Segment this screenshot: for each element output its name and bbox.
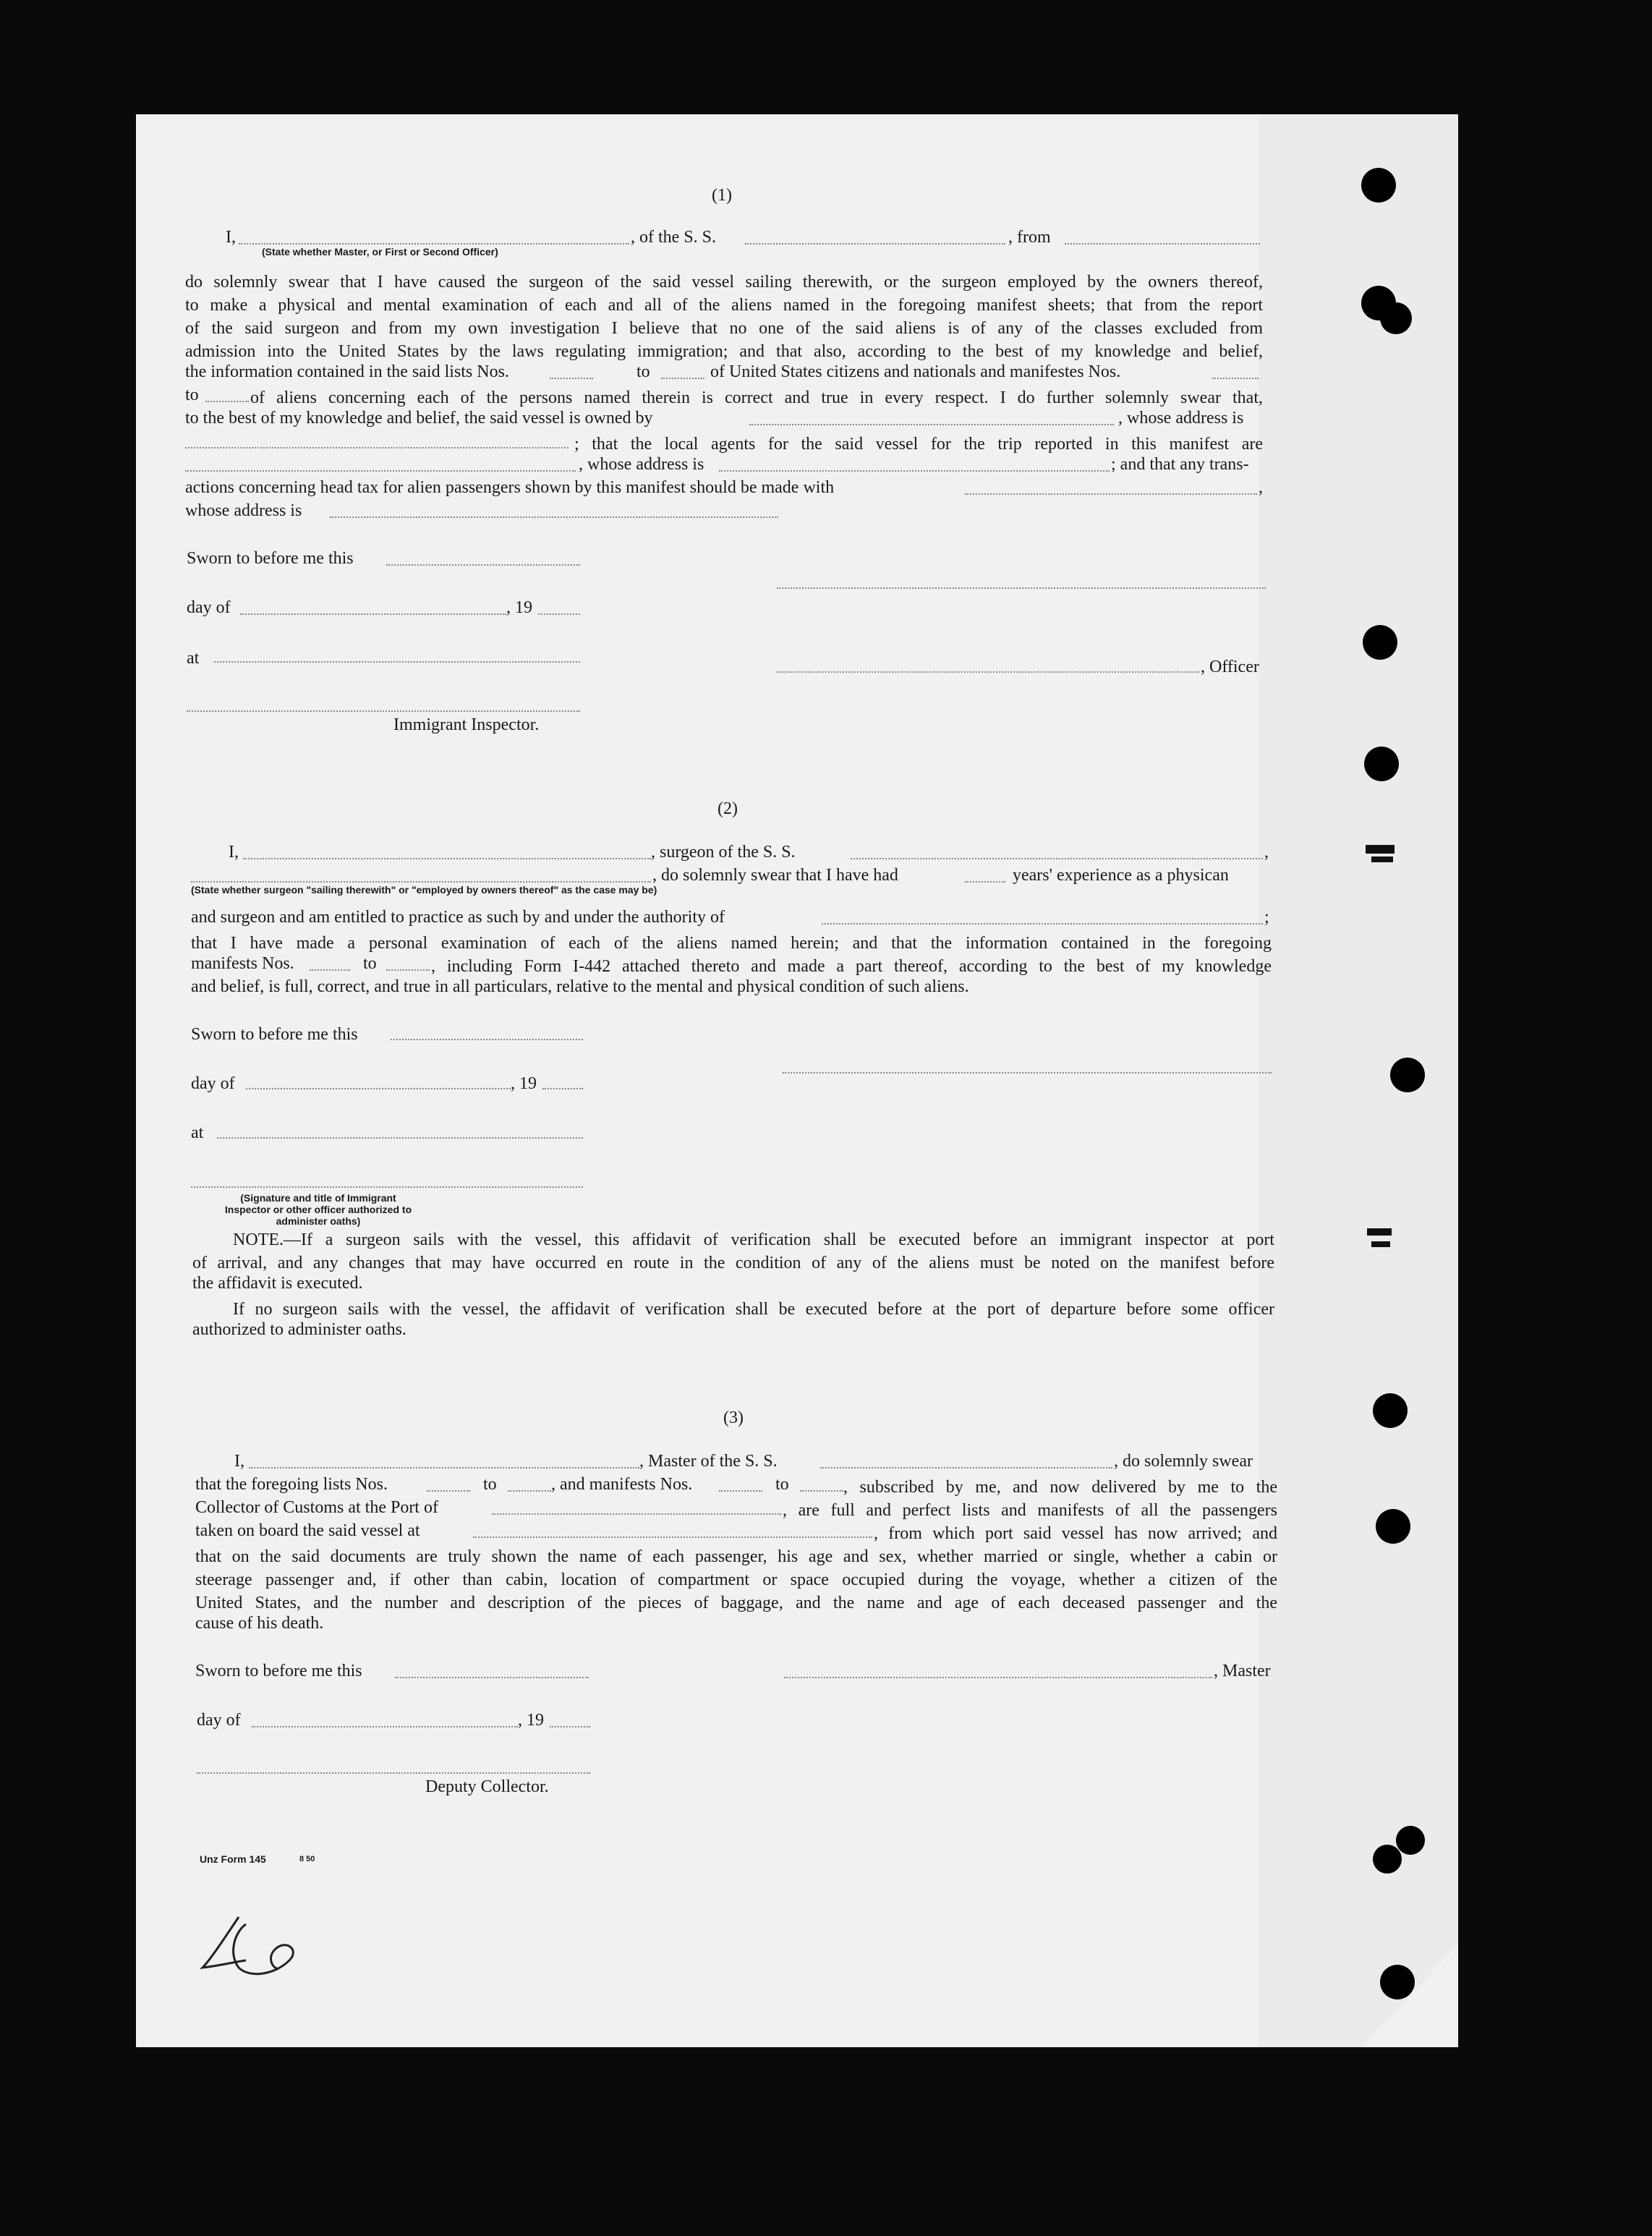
s1-month-field[interactable]: [240, 613, 506, 615]
s1-para-line: of the said surgeon and from my own investigation I believe that no one of the said aliens is of any of the classes excluded from: [185, 319, 1263, 338]
s1-from-label: , from: [1008, 228, 1051, 247]
years-experience-field[interactable]: [965, 881, 1005, 883]
s3-master-sig-label: , Master: [1214, 1662, 1271, 1680]
s2-ss-label: , surgeon of the S. S.: [651, 843, 796, 862]
s3-master-name-field[interactable]: [249, 1467, 639, 1468]
s3-i: I,: [234, 1452, 244, 1471]
surgeon-status-caption: (State whether surgeon "sailing therewith" or "employed by owners thereof" as the case may be): [191, 884, 657, 896]
s1-owner-label: to the best of my knowledge and belief, the said vessel is owned by: [185, 409, 653, 428]
s3-vessel-field[interactable]: [820, 1467, 1112, 1468]
citizen-lists-from-field[interactable]: [550, 378, 593, 379]
s1-at-label: at: [187, 649, 200, 668]
handwritten-mark: [195, 1910, 311, 1989]
s2-place-field[interactable]: [217, 1137, 583, 1139]
s2-semicolon: ;: [1264, 908, 1269, 927]
vessel-owner-field[interactable]: [749, 424, 1114, 425]
s1-to-label: to: [636, 362, 650, 381]
s3-to-label: to: [483, 1475, 497, 1494]
tab-mark: [1371, 1241, 1390, 1247]
form-date: 8 50: [299, 1855, 315, 1863]
s1-whose-address-label: whose address is: [185, 501, 302, 520]
section-1-number: (1): [712, 186, 732, 205]
headtax-contact-field[interactable]: [965, 493, 1257, 495]
s1-address-label: , whose address is: [1118, 409, 1244, 428]
s2-signature-caption: (Signature and title of Immigrant Inspector or other officer authorized to administer oaths): [224, 1192, 412, 1227]
section-2-number: (2): [718, 799, 738, 818]
s2-sworn-date-field[interactable]: [391, 1039, 583, 1040]
punch-hole: [1380, 1965, 1415, 1999]
s2-note-line: authorized to administer oaths.: [192, 1320, 406, 1339]
s2-comma: ,: [1264, 843, 1269, 862]
s3-deputy-label: Deputy Collector.: [425, 1777, 549, 1796]
s1-ss-label: , of the S. S.: [631, 228, 717, 247]
citizen-lists-to-field[interactable]: [661, 378, 704, 379]
s2-manifests-label: manifests Nos.: [191, 954, 294, 973]
owner-address-field[interactable]: [185, 447, 569, 449]
s3-year-field[interactable]: [550, 1726, 590, 1727]
s3-month-field[interactable]: [252, 1726, 518, 1727]
s2-manifests-from-field[interactable]: [310, 969, 350, 971]
s3-sworn-date-field[interactable]: [395, 1677, 589, 1678]
s3-year-label: , 19: [518, 1711, 544, 1730]
s3-manifests-to-field[interactable]: [800, 1490, 843, 1492]
s1-para-line: ; that the local agents for the said vessel for the trip reported in this manifest are: [574, 435, 1263, 454]
surgeon-name-field[interactable]: [243, 858, 651, 859]
s3-para-line: that on the said documents are truly shown the name of each passenger, his age and sex, whether married or single, whether a cabin or: [195, 1547, 1277, 1566]
s3-swear-label: , do solemnly swear: [1114, 1452, 1253, 1471]
s1-i: I,: [226, 228, 236, 247]
s1-inspector-signature-field[interactable]: [187, 710, 580, 712]
s3-para-line: steerage passenger and, if other than cabin, location of compartment or space occupied during the voyage, whether a citizen of the: [195, 1570, 1277, 1589]
punch-hole: [1396, 1826, 1425, 1855]
punch-hole: [1376, 1509, 1410, 1544]
tab-mark: [1366, 845, 1395, 854]
s1-dayof-label: day of: [187, 598, 231, 617]
manifests-to-field[interactable]: [205, 401, 249, 402]
s1-headtax-label: actions concerning head tax for alien passengers shown by this manifest should be made with: [185, 478, 835, 497]
s2-sworn-label: Sworn to before me this: [191, 1025, 358, 1044]
agent-address-field[interactable]: [719, 470, 1110, 472]
s3-embark-port-field[interactable]: [473, 1536, 872, 1538]
local-agents-field[interactable]: [185, 470, 576, 472]
s1-officer-label: , Officer: [1201, 658, 1259, 676]
punch-hole: [1363, 625, 1397, 660]
s3-port-field[interactable]: [492, 1513, 781, 1515]
s3-para-line: , are full and perfect lists and manifests of all the passengers: [783, 1501, 1277, 1520]
s3-deputy-signature-field[interactable]: [197, 1772, 590, 1774]
s2-year-label: , 19: [511, 1074, 537, 1093]
s2-dayof-label: day of: [191, 1074, 235, 1093]
s1-inspector-label: Immigrant Inspector.: [393, 715, 540, 734]
s3-collector-label: Collector of Customs at the Port of: [195, 1498, 438, 1517]
s1-para-line: admission into the United States by the laws regulating immigration; and that also, according to the best of my knowledge and belief,: [185, 342, 1263, 361]
s1-agent-address-label: , whose address is: [579, 455, 704, 474]
s3-lists-label: that the foregoing lists Nos.: [195, 1475, 388, 1494]
s1-para-line: of aliens concerning each of the persons named therein is correct and true in every respect. I do further solemnly swear that,: [250, 388, 1263, 407]
s3-para-line: cause of his death.: [195, 1614, 324, 1633]
s1-para-line: do solemnly swear that I have caused the surgeon of the said vessel sailing therewith, or the surgeon employed by the owners thereof,: [185, 273, 1263, 292]
s1-comma: ,: [1259, 478, 1263, 497]
vessel-name-field[interactable]: [745, 243, 1005, 245]
punch-hole: [1373, 1845, 1402, 1874]
form-number: Unz Form 145: [200, 1853, 266, 1865]
s3-para-line: , subscribed by me, and now delivered by me to the: [843, 1478, 1277, 1497]
s2-at-label: at: [191, 1123, 204, 1142]
s1-to-label: to: [185, 386, 199, 404]
surgeon-status-field[interactable]: [191, 881, 651, 883]
s2-inspector-signature-field[interactable]: [191, 1186, 583, 1188]
s1-sworn-date-field[interactable]: [386, 564, 580, 566]
s3-master-signature-field[interactable]: [784, 1677, 1212, 1678]
s1-lists-label: the information contained in the said lists Nos.: [185, 362, 509, 381]
s2-authority-label: and surgeon and am entitled to practice as such by and under the authority of: [191, 908, 725, 927]
s2-manifests-to-field[interactable]: [386, 969, 430, 971]
s1-year-label: , 19: [506, 598, 532, 617]
s3-master-label: , Master of the S. S.: [639, 1452, 778, 1471]
punch-hole: [1390, 1058, 1425, 1092]
page-margin: [1259, 114, 1458, 2047]
s3-lists-from-field[interactable]: [427, 1490, 470, 1492]
manifests-nos-field[interactable]: [1212, 378, 1259, 379]
s2-surgeon-signature-field[interactable]: [783, 1072, 1272, 1074]
s2-i: I,: [229, 843, 239, 862]
punch-hole: [1361, 168, 1396, 203]
s2-para-line: and belief, is full, correct, and true in all particulars, relative to the mental and physical condition of such aliens.: [191, 977, 969, 996]
officer-rank-caption: (State whether Master, or First or Second Officer): [262, 246, 498, 258]
s3-para-line: , from which port said vessel has now arrived; and: [874, 1524, 1277, 1543]
authority-field[interactable]: [822, 923, 1263, 924]
s1-officer-signature-field[interactable]: [777, 671, 1199, 673]
s3-para-line: United States, and the number and description of the pieces of baggage, and the name and age of each deceased passenger and the: [195, 1594, 1277, 1612]
departure-port-field[interactable]: [1065, 243, 1260, 245]
s1-sworn-label: Sworn to before me this: [187, 549, 354, 568]
s3-lists-to-field[interactable]: [508, 1490, 551, 1492]
s2-to-label: to: [363, 954, 377, 973]
s2-para-line: that I have made a personal examination of each of the aliens named herein; and that the information contained in the foregoing: [191, 934, 1272, 953]
s3-to-label: to: [775, 1475, 789, 1494]
tab-mark: [1367, 1228, 1392, 1236]
s2-note-line: NOTE.—If a surgeon sails with the vessel, this affidavit of verification shall be executed before an immigrant inspector at port: [233, 1230, 1274, 1249]
s1-manifests-label: of United States citizens and nationals and manifestes Nos.: [710, 362, 1121, 381]
s3-dayof-label: day of: [197, 1711, 241, 1730]
s1-trans-label: ; and that any trans-: [1111, 455, 1249, 474]
s3-manifests-from-field[interactable]: [719, 1490, 762, 1492]
s1-year-field[interactable]: [538, 613, 580, 615]
s2-vessel-field[interactable]: [851, 858, 1263, 859]
s2-year-field[interactable]: [542, 1088, 583, 1089]
s2-month-field[interactable]: [246, 1088, 511, 1089]
s2-years-label: years' experience as a physican: [1013, 866, 1229, 885]
s1-master-signature-field[interactable]: [777, 587, 1266, 589]
headtax-address-field[interactable]: [330, 517, 778, 518]
section-3-number: (3): [723, 1408, 744, 1427]
officer-rank-field[interactable]: [239, 243, 629, 245]
punch-hole: [1373, 1393, 1408, 1428]
tab-mark: [1371, 856, 1393, 862]
s2-solemnly-label: , do solemnly swear that I have had: [652, 866, 898, 885]
s3-sworn-label: Sworn to before me this: [195, 1662, 362, 1680]
s3-taken-label: taken on board the said vessel at: [195, 1521, 420, 1540]
punch-hole: [1364, 747, 1399, 781]
s2-note-line: If no surgeon sails with the vessel, the affidavit of verification shall be executed before at the port of departure before some officer: [233, 1300, 1274, 1319]
punch-hole: [1380, 302, 1412, 334]
s1-para-line: to make a physical and mental examination of each and all of the aliens named in the foregoing manifest sheets; that from the report: [185, 296, 1263, 315]
s1-place-field[interactable]: [214, 661, 580, 663]
s2-note-line: the affidavit is executed.: [192, 1274, 363, 1293]
s2-para-line: , including Form I-442 attached thereto and made a part thereof, according to the best of my knowledge: [431, 957, 1272, 976]
s2-note-line: of arrival, and any changes that may have occurred en route in the condition of any of the aliens must be noted on the manifest before: [192, 1254, 1274, 1272]
s3-manifests-label: , and manifests Nos.: [551, 1475, 693, 1494]
